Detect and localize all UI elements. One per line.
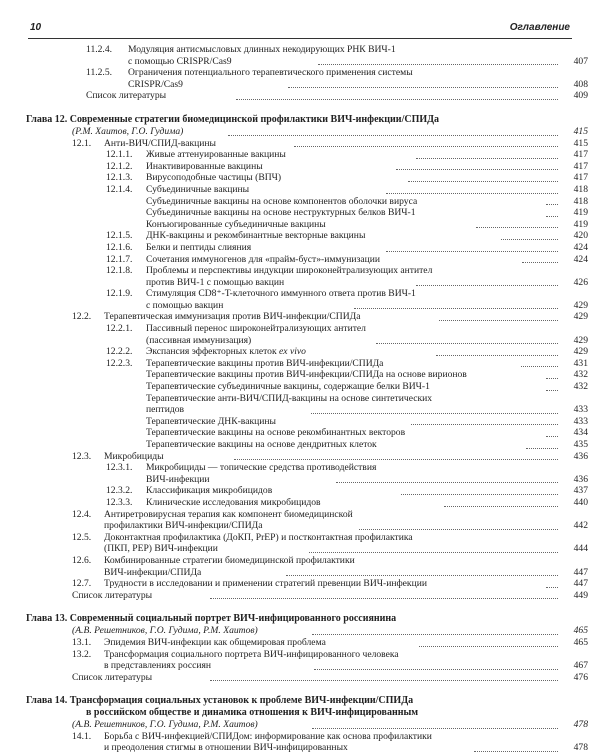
toc-page-number: 436: [573, 473, 588, 485]
toc-entry-title: Терапевтические вакцины на основе рекомбинантных векторов: [146, 427, 406, 439]
toc-entry-title: (А.В. Решетников, Г.О. Гудима, Р.М. Хаитов): [72, 625, 258, 637]
toc-page-number: 434: [573, 427, 588, 439]
toc-authors-line: [26, 126, 588, 138]
toc-entry-title: Классификация микробицидов: [146, 485, 273, 497]
toc-entry: [26, 277, 588, 289]
toc-entry-number: 12.3.2.: [106, 485, 133, 497]
toc-chapter-heading: [26, 707, 588, 719]
toc-entry-number: 11.2.4.: [86, 44, 113, 55]
toc-entry-title: Доконтактная профилактика (ДоКП, PrEP) и постконтактная профилактика: [104, 531, 413, 543]
toc-entry-title: ДНК-вакцины и рекомбинантные векторные вакцины: [146, 230, 366, 242]
toc-entry: [26, 90, 588, 102]
toc-entry-title: Глава 14. Трансформация социальных установок к проблеме ВИЧ-инфекции/СПИДа: [26, 695, 414, 707]
toc-entry: [26, 590, 588, 602]
toc-entry-title: Список литературы: [72, 589, 153, 601]
toc-page-number: 432: [573, 369, 588, 381]
toc-entry-title: Терапевтические ДНК-вакцины: [146, 415, 276, 427]
toc-page-number: 419: [573, 207, 588, 219]
toc-page-number: 431: [573, 357, 588, 369]
toc-chapter-heading: [26, 613, 588, 625]
toc-entry-title: CRISPR/Cas9: [128, 78, 183, 90]
toc-entry-number: 12.6.: [72, 554, 92, 566]
toc-entry-number: 12.1.7.: [106, 253, 133, 265]
toc-entry: [26, 532, 588, 544]
toc-entry-title: Инактивированные вакцины: [146, 160, 263, 172]
toc-entry-number: 12.1.: [72, 137, 92, 149]
toc-entry: [26, 323, 588, 335]
toc-entry: [26, 138, 588, 150]
toc-entry: [26, 393, 588, 405]
toc-entry-title: (Р.М. Хаитов, Г.О. Гудима): [72, 125, 184, 137]
toc-entry-number: 12.2.: [72, 311, 92, 323]
toc-entry-number: 13.1.: [72, 636, 92, 648]
toc-page-number: 429: [573, 334, 588, 346]
toc-entry: [26, 265, 588, 277]
toc-entry: [26, 346, 588, 358]
toc-entry: [26, 497, 588, 509]
toc-entry: [26, 543, 588, 555]
toc-page-number: 444: [573, 543, 588, 555]
toc-authors-line: [26, 625, 588, 637]
toc-entry-number: 12.1.2.: [106, 160, 133, 172]
toc-entry-title: Вирусоподобные частицы (ВПЧ): [146, 172, 282, 184]
table-of-contents: [26, 44, 588, 754]
toc-page-number: 424: [573, 253, 588, 265]
toc-entry-title: Белки и пептиды слияния: [146, 241, 252, 253]
toc-page-number: 418: [573, 183, 588, 195]
page-number: 10: [30, 22, 42, 33]
toc-entry-title: ВИЧ-инфекции: [146, 473, 210, 485]
toc-page-number: 433: [573, 404, 588, 416]
toc-entry-title: Модуляция антисмысловых длинных некодирующих РНК ВИЧ-1: [128, 44, 396, 55]
toc-entry-title: Живые аттенуированные вакцины: [146, 149, 286, 161]
toc-entry-title: и преодоления стигмы в отношении ВИЧ-инфицированных: [104, 742, 348, 754]
toc-entry-title: Терапевтические субъединичные вакцины, содержащие белки ВИЧ-1: [146, 381, 430, 393]
toc-entry-title: Глава 13. Современный социальный портрет ВИЧ-инфицированного россиянина: [26, 613, 397, 625]
toc-page-number: 408: [573, 78, 588, 90]
section-gap: [26, 601, 588, 613]
toc-entry-title: Терапевтическая иммунизация против ВИЧ-инфекции/СПИДа: [104, 311, 361, 323]
toc-entry: [26, 288, 588, 300]
toc-entry: [26, 404, 588, 416]
toc-entry-number: 12.5.: [72, 531, 92, 543]
toc-entry: [26, 731, 588, 743]
toc-entry: [26, 474, 588, 486]
toc-entry-title: профилактики ВИЧ-инфекции/СПИДа: [104, 520, 263, 532]
toc-page-number: 465: [573, 636, 588, 648]
toc-entry-title: пептидов: [146, 404, 185, 416]
toc-page-number: 465: [573, 625, 588, 637]
toc-entry: [26, 649, 588, 661]
toc-entry-title: в представлениях россиян: [104, 660, 212, 672]
toc-entry: [26, 230, 588, 242]
toc-entry-title: Конъюгированные субъединичные вакцины: [146, 218, 326, 230]
toc-page-number: 407: [573, 55, 588, 67]
toc-entry: [26, 254, 588, 266]
toc-page-number: 429: [573, 346, 588, 358]
toc-page-number: 417: [573, 172, 588, 184]
toc-entry: [26, 509, 588, 521]
toc-entry-title: Ограничения потенциального терапевтического применения системы: [128, 67, 413, 79]
toc-page-number: 478: [573, 719, 588, 731]
toc-entry-number: 12.1.5.: [106, 230, 133, 242]
toc-page-number: 437: [573, 485, 588, 497]
toc-entry: [26, 196, 588, 208]
toc-entry-title: Терапевтические анти-ВИЧ/СПИД-вакцины на основе синтетических: [146, 392, 433, 404]
toc-entry-title: Трудности в исследовании и применении стратегий превенции ВИЧ-инфекции: [104, 578, 427, 590]
toc-entry: [26, 207, 588, 219]
toc-entry: [26, 485, 588, 497]
toc-entry: [26, 672, 588, 684]
toc-entry-title: в российском обществе и динамика отношения к ВИЧ-инфицированным: [86, 707, 419, 719]
toc-page-number: 433: [573, 415, 588, 427]
toc-entry: [26, 381, 588, 393]
toc-entry-number: 12.1.6.: [106, 241, 133, 253]
toc-entry: [26, 358, 588, 370]
toc-entry-title: Борьба с ВИЧ-инфекцией/СПИДом: информирование как основа профилактики: [104, 730, 432, 742]
toc-entry-title: Эпидемия ВИЧ-инфекции как общемировая проблема: [104, 636, 326, 648]
toc-entry: [26, 44, 588, 56]
toc-entry-title: Субъединичные вакцины на основе компонентов оболочки вируса: [146, 195, 418, 207]
toc-entry-title: Глава 12. Современные стратегии биомедицинской профилактики ВИЧ-инфекции/СПИДа: [26, 113, 440, 125]
toc-entry-title: Антиретровирусная терапия как компонент биомедицинской: [104, 508, 353, 520]
toc-entry-number: 12.4.: [72, 508, 92, 520]
toc-entry-title: Список литературы: [72, 671, 153, 683]
toc-page-number: 447: [573, 578, 588, 590]
toc-page-number: 467: [573, 660, 588, 672]
toc-entry-title: Субъединичные вакцины: [146, 183, 250, 195]
toc-entry-title: Экспансия эффекторных клеток ex vivo: [146, 346, 306, 358]
toc-page-number: 435: [573, 439, 588, 450]
toc-entry: [26, 56, 588, 68]
toc-entry-title: ВИЧ-инфекции/СПИДа: [104, 566, 202, 578]
toc-entry: [26, 451, 588, 463]
toc-entry-number: 11.2.5.: [86, 67, 113, 79]
running-title: Оглавление: [509, 22, 570, 33]
toc-entry: [26, 520, 588, 532]
toc-entry: [26, 184, 588, 196]
toc-entry: [26, 219, 588, 231]
toc-entry-title: Терапевтические вакцины против ВИЧ-инфекции/СПИДа: [146, 357, 384, 369]
toc-page-number: 418: [573, 195, 588, 207]
toc-page-number: 447: [573, 566, 588, 578]
section-gap: [26, 102, 588, 114]
toc-entry-number: 12.2.1.: [106, 323, 133, 335]
toc-entry-title: Стимуляция CD8⁺-T-клеточного иммунного ответа против ВИЧ-1: [146, 288, 416, 300]
toc-entry-title: Список литературы: [86, 90, 167, 102]
toc-page-number: 478: [573, 742, 588, 754]
toc-page-number: 442: [573, 520, 588, 532]
toc-chapter-heading: [26, 695, 588, 707]
toc-chapter-heading: [26, 114, 588, 126]
toc-entry-number: 12.2.2.: [106, 346, 133, 358]
toc-entry: [26, 742, 588, 754]
toc-entry-title: Сочетания иммуногенов для «прайм-буст»-иммунизации: [146, 253, 381, 265]
toc-entry-title: (пассивная иммунизация): [146, 334, 252, 346]
toc-page-number: 409: [573, 90, 588, 102]
toc-page-number: 429: [573, 299, 588, 311]
toc-entry: [26, 555, 588, 567]
toc-authors-line: [26, 719, 588, 731]
toc-entry: [26, 79, 588, 91]
toc-page-number: 424: [573, 241, 588, 253]
toc-entry-number: 12.2.3.: [106, 357, 133, 369]
toc-page-number: 426: [573, 276, 588, 288]
toc-entry-title: Трансформация социального портрета ВИЧ-инфицированного человека: [104, 648, 399, 660]
toc-entry: [26, 637, 588, 649]
toc-entry-title: Терапевтические вакцины против ВИЧ-инфекции/СПИДа на основе вирионов: [146, 369, 467, 381]
toc-entry-number: 13.2.: [72, 648, 92, 660]
toc-entry-title: Субъединичные вакцины на основе неструктурных белков ВИЧ-1: [146, 207, 416, 219]
toc-entry: [26, 416, 588, 428]
toc-entry-number: 12.1.4.: [106, 183, 133, 195]
toc-entry-number: 12.3.: [72, 450, 92, 462]
toc-page-number: 429: [573, 311, 588, 323]
toc-entry-title: против ВИЧ-1 с помощью вакцин: [146, 276, 285, 288]
toc-entry-number: 12.1.9.: [106, 288, 133, 300]
toc-entry: [26, 567, 588, 579]
toc-entry-number: 14.1.: [72, 730, 92, 742]
toc-page-number: 436: [573, 450, 588, 462]
toc-page-number: 417: [573, 160, 588, 172]
section-gap: [26, 683, 588, 695]
toc-page-number: 419: [573, 218, 588, 230]
toc-entry: [26, 172, 588, 184]
toc-entry: [26, 660, 588, 672]
toc-page-number: 476: [573, 671, 588, 683]
toc-entry-title: (А.В. Решетников, Г.О. Гудима, Р.М. Хаитов): [72, 719, 258, 731]
toc-entry-title: с помощью вакцин: [146, 299, 224, 311]
toc-entry: [26, 67, 588, 79]
toc-entry: [26, 161, 588, 173]
toc-entry-title: Анти-ВИЧ/СПИД-вакцины: [104, 137, 216, 149]
toc-page-number: 432: [573, 381, 588, 393]
toc-entry-number: 12.7.: [72, 578, 92, 590]
toc-entry-title: Микробициды: [104, 450, 164, 462]
toc-entry-title: Пассивный перенос широконейтрализующих антител: [146, 323, 366, 335]
toc-entry: [26, 369, 588, 381]
toc-page-number: 420: [573, 230, 588, 242]
toc-entry: [26, 335, 588, 347]
toc-entry-number: 12.3.3.: [106, 496, 133, 508]
toc-entry-number: 12.1.1.: [106, 149, 133, 161]
toc-entry-title: (ПКП, PEP) ВИЧ-инфекции: [104, 543, 218, 555]
toc-entry-title: с помощью CRISPR/Cas9: [128, 55, 232, 67]
toc-entry-title: Терапевтические вакцины на основе дендритных клеток: [146, 439, 377, 450]
toc-entry: [26, 242, 588, 254]
toc-page-number: 440: [573, 496, 588, 508]
toc-page-number: 417: [573, 149, 588, 161]
toc-entry: [26, 439, 588, 451]
toc-entry-title: Клинические исследования микробицидов: [146, 496, 321, 508]
toc-entry: [26, 300, 588, 312]
toc-entry-number: 12.1.8.: [106, 265, 133, 277]
toc-entry: [26, 462, 588, 474]
toc-entry-title: Проблемы и перспективы индукции широконейтрализующих антител: [146, 265, 433, 277]
toc-entry: [26, 578, 588, 590]
toc-entry: [26, 311, 588, 323]
page-header: [28, 18, 572, 39]
toc-entry-number: 12.1.3.: [106, 172, 133, 184]
toc-entry-title: Микробициды — топические средства противодействия: [146, 462, 377, 474]
toc-page-number: 449: [573, 589, 588, 601]
toc-page-number: 415: [573, 137, 588, 149]
toc-entry-title: Комбинированные стратегии биомедицинской профилактики: [104, 554, 355, 566]
toc-entry: [26, 149, 588, 161]
toc-entry: [26, 427, 588, 439]
toc-entry-number: 12.3.1.: [106, 462, 133, 474]
toc-page-number: 415: [573, 125, 588, 137]
